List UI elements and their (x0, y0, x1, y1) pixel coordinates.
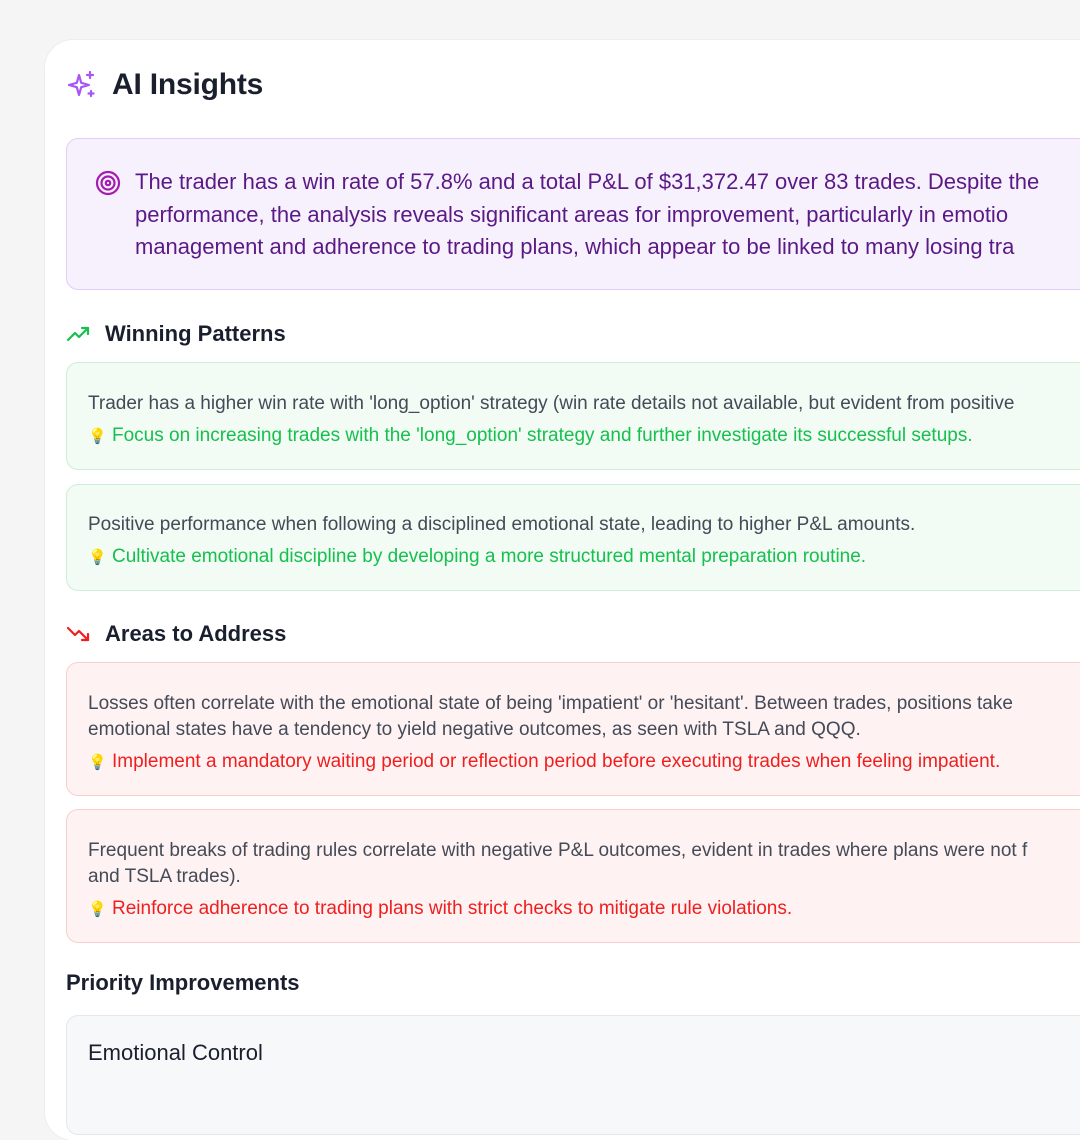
priority-item-name: Emotional Control (88, 1040, 263, 1065)
recommendation (88, 896, 1080, 922)
recommendation (88, 749, 1080, 775)
page-title: AI Insights (112, 68, 264, 101)
pattern-description: Positive performance when following a disciplined emotional state, leading to higher P&L amounts. (88, 514, 916, 535)
summary-callout (66, 138, 1080, 290)
sparkles-icon (66, 69, 98, 101)
area-description: Frequent breaks of trading rules correlate with negative P&L outcomes, evident in trades where plans were not f and TSLA trades). (88, 840, 1028, 887)
lightbulb-icon: 💡 (88, 901, 107, 918)
section-title: Winning Patterns (105, 321, 286, 346)
winning-pattern-item (66, 362, 1080, 470)
summary-text: The trader has a win rate of 57.8% and a total P&L of $31,372.47 over 83 trades. Despite the performance, the analysis reveals significant areas for improvement, particularly in emotio management and adherence to trading plans, which appear to be linked to many losing tra (135, 169, 1040, 259)
winning-pattern-item (66, 484, 1080, 591)
target-icon (95, 166, 121, 289)
section-title: Areas to Address (105, 621, 287, 646)
recommendation-text: Reinforce adherence to trading plans with strict checks to mitigate rule violations. (112, 898, 793, 919)
recommendation-text: Focus on increasing trades with the 'long_option' strategy and further investigate its successful setups. (112, 425, 973, 446)
recommendation (88, 423, 1080, 449)
area-item (66, 662, 1080, 796)
pattern-description: Trader has a higher win rate with 'long_option' strategy (win rate details not available, but evident from positive (88, 393, 1015, 414)
areas-to-address-header (66, 621, 286, 647)
winning-patterns-header (66, 321, 286, 347)
recommendation-text: Cultivate emotional discipline by developing a more structured mental preparation routine. (112, 546, 867, 567)
trending-down-icon (66, 621, 92, 647)
area-item (66, 809, 1080, 943)
lightbulb-icon: 💡 (88, 754, 107, 771)
recommendation-text: Implement a mandatory waiting period or reflection period before executing trades when feeling impatient. (112, 751, 1001, 772)
lightbulb-icon: 💡 (88, 549, 107, 566)
recommendation (88, 544, 1080, 570)
area-description: Losses often correlate with the emotional state of being 'impatient' or 'hesitant'. Between trades, positions take emotional states have a tendency to yield negative outcomes, as seen with TSLA and QQQ. (88, 693, 1013, 740)
priority-item[interactable] (66, 1015, 1080, 1135)
lightbulb-icon: 💡 (88, 428, 107, 445)
priority-improvements-title: Priority Improvements (66, 970, 300, 995)
card-header (66, 68, 263, 102)
trending-up-icon (66, 321, 92, 347)
